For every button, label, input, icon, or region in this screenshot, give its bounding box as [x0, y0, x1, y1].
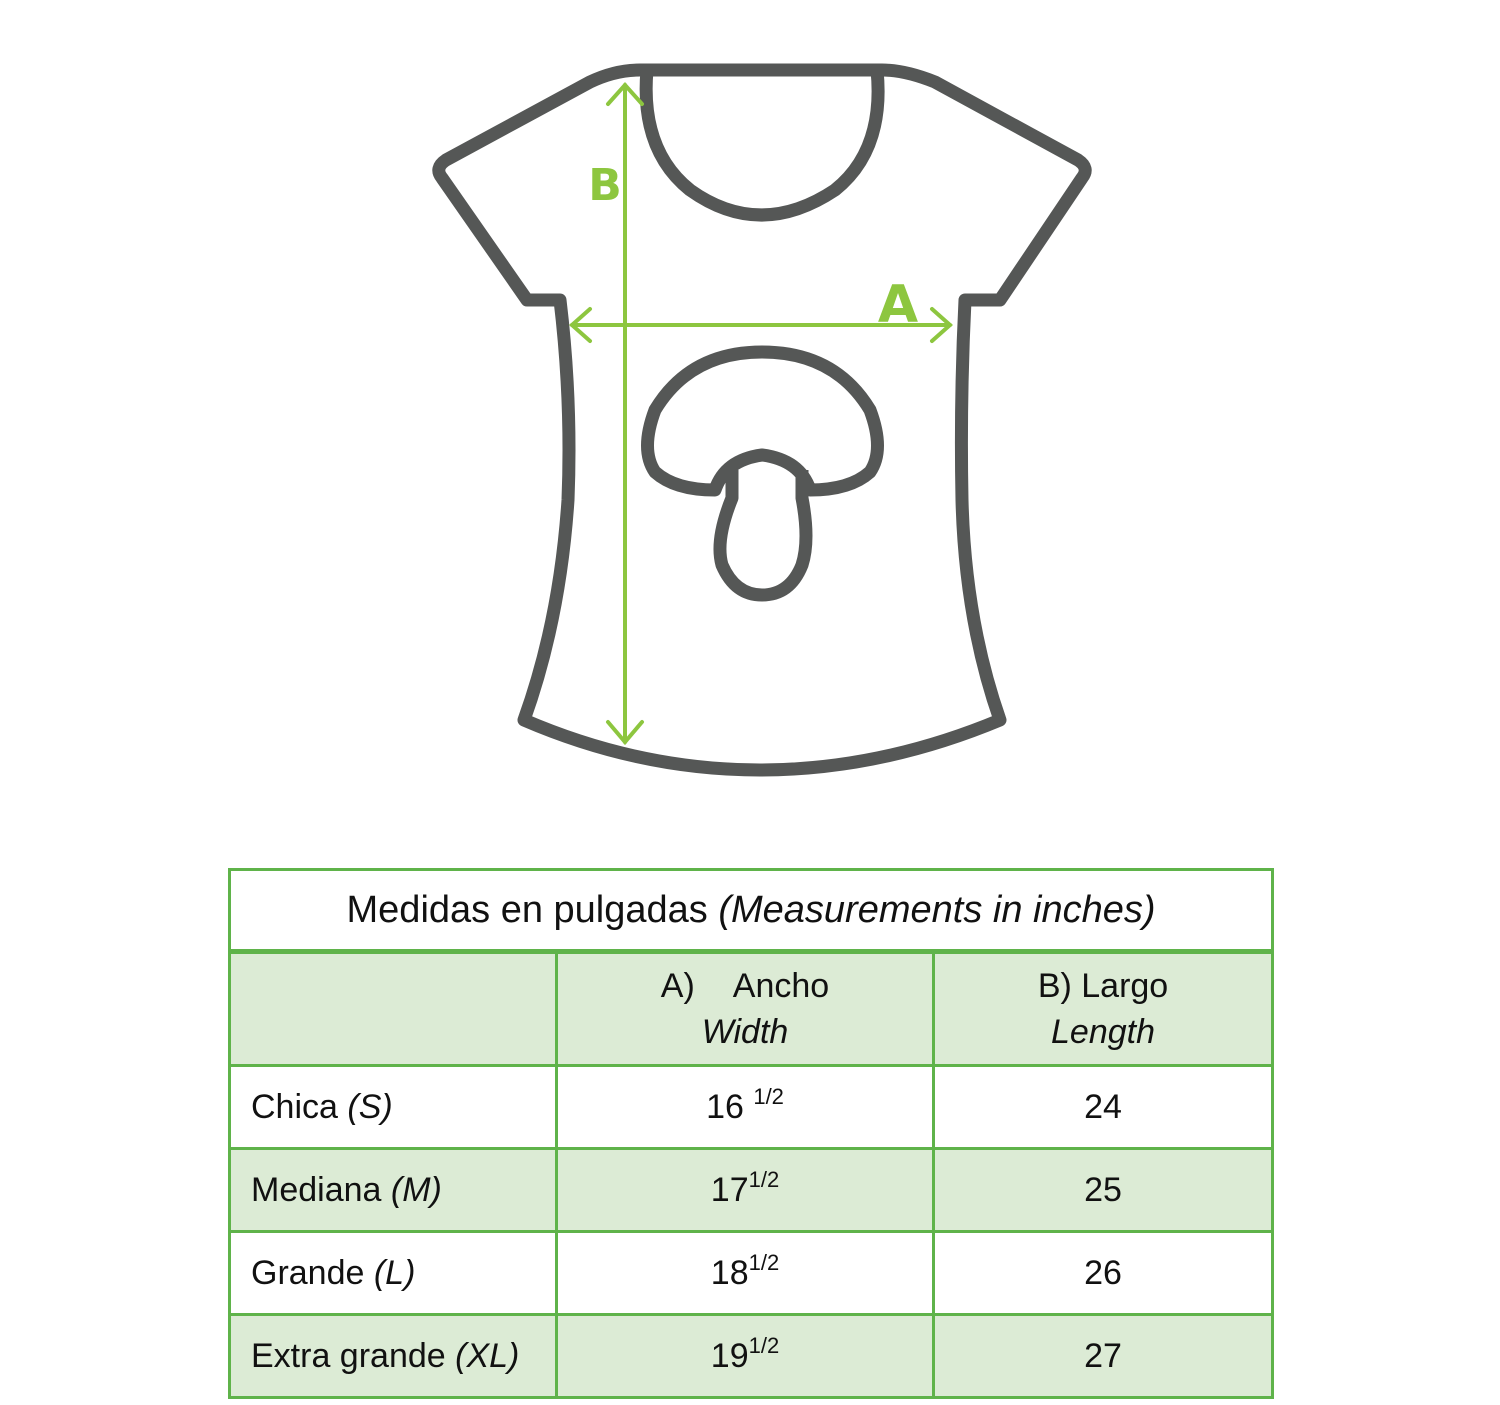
table-title — [230, 870, 1273, 952]
measure-b-label: B — [588, 160, 622, 211]
neckline — [646, 70, 878, 215]
tshirt-outline — [439, 70, 1085, 770]
table-row — [230, 1149, 1273, 1232]
table-row — [230, 1315, 1273, 1398]
size-es: Grande — [251, 1253, 365, 1292]
width-main: 19 — [710, 1336, 749, 1375]
width-main: 16 — [706, 1087, 754, 1126]
header-width-es: Ancho — [732, 967, 830, 1005]
table-row — [230, 1232, 1273, 1315]
mushroom-icon — [648, 352, 878, 595]
width-main: 18 — [710, 1253, 749, 1292]
width-fraction: 1/2 — [748, 1332, 780, 1358]
width-main: 17 — [710, 1170, 749, 1209]
size-label — [230, 1232, 557, 1315]
size-label — [230, 1066, 557, 1149]
length-value: 27 — [934, 1315, 1273, 1398]
length-value: 26 — [934, 1232, 1273, 1315]
size-en: (S) — [347, 1087, 393, 1126]
width-value — [557, 1066, 934, 1149]
header-length-en: Length — [1051, 1013, 1156, 1051]
size-en: (M) — [390, 1170, 442, 1209]
header-width — [557, 952, 934, 1066]
header-width-en: Width — [701, 1013, 789, 1051]
header-length-es: B) Largo — [1037, 967, 1169, 1005]
table-header-row — [230, 952, 1273, 1066]
header-empty-cell — [230, 952, 557, 1066]
header-length — [934, 952, 1273, 1066]
width-fraction: 1/2 — [748, 1166, 780, 1192]
size-chart-table — [228, 868, 1274, 1399]
width-value — [557, 1232, 934, 1315]
size-es: Extra grande — [251, 1336, 446, 1375]
measure-a-label: A — [877, 275, 919, 335]
size-label — [230, 1149, 557, 1232]
size-es: Mediana — [251, 1170, 382, 1209]
size-label — [230, 1315, 557, 1398]
header-width-prefix: A) — [660, 967, 695, 1005]
width-value — [557, 1149, 934, 1232]
title-en: (Measurements in inches) — [718, 888, 1156, 931]
title-es: Medidas en pulgadas — [346, 888, 708, 931]
size-es: Chica — [251, 1087, 338, 1126]
length-value: 25 — [934, 1149, 1273, 1232]
table-row — [230, 1066, 1273, 1149]
size-en: (L) — [373, 1253, 416, 1292]
length-value: 24 — [934, 1066, 1273, 1149]
size-en: (XL) — [455, 1336, 520, 1375]
width-fraction: 1/2 — [748, 1249, 780, 1275]
width-fraction: 1/2 — [753, 1083, 784, 1109]
table-title-row — [230, 870, 1273, 952]
width-value — [557, 1315, 934, 1398]
